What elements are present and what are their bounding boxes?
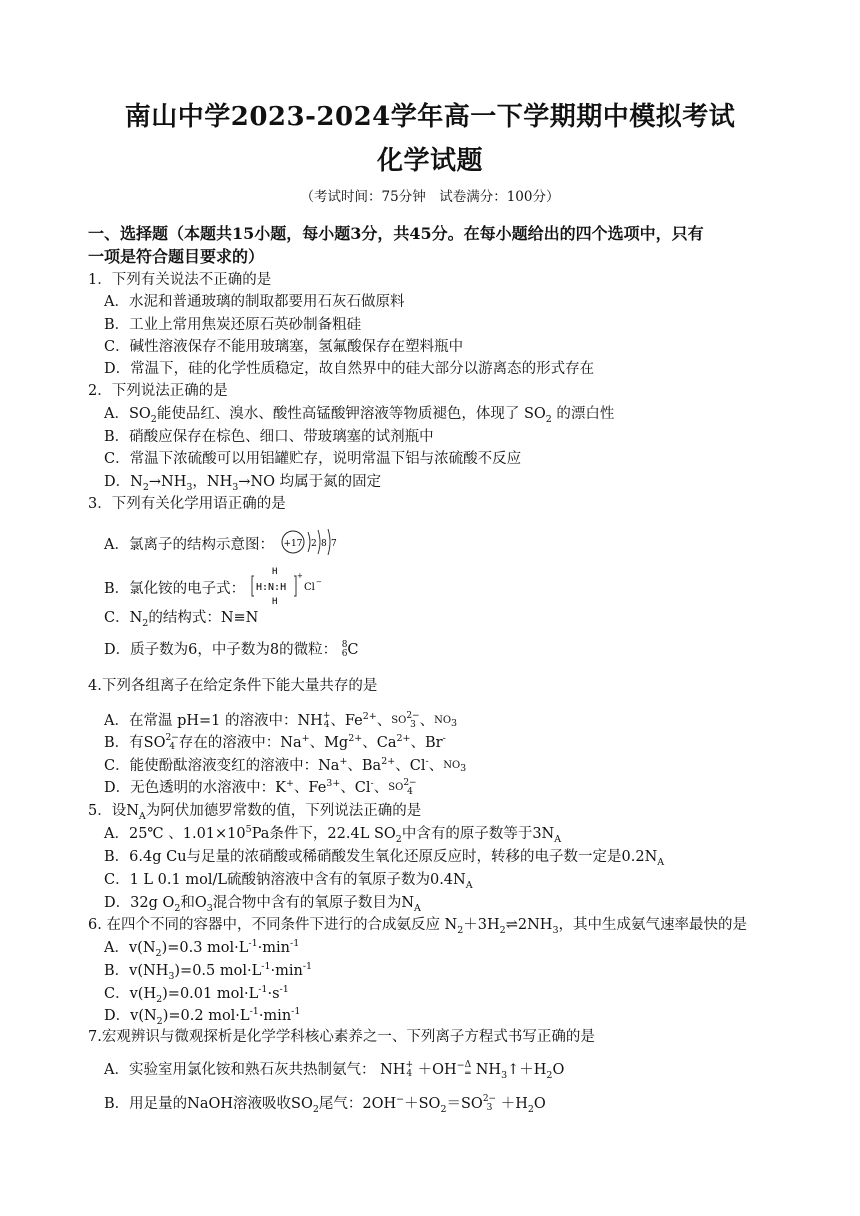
q4-option-c: C．能使酚酞溶液变红的溶液中：Na+、$Ba^{2+}$、Cl-、$NO_3$ [104,756,467,774]
q5-stem: 5．设$N_A$为阿伏加德罗常数的值，下列说法正确的是 [88,803,422,822]
q2-stem: 2．下列说法正确的是 [88,383,228,399]
q1-option-c: C．碱性溶液保存不能用玻璃塞，氢氟酸保存在塑料瓶中 [104,339,464,355]
svg-text:H:N:H: H:N:H [255,582,286,593]
q6-option-a: A．$v(N_2)=0.3$ $mol\cdot L^{-1}\cdot\min^{-1}$ [104,938,300,959]
svg-text:−: − [315,578,322,586]
q5-option-a: A．25℃ 、$1.01\times 10^5Pa$条件下，22.4L $SO_2$中含有的原子数等于$3N_A$ [104,824,562,845]
q6-stem: 6. 在四个不同的容器中，不同条件下进行的合成氨反应 $N_2+3H_2\rightleftharpoons 2NH_3$，其中生成氨气速率最快的是 [88,917,747,936]
svg-text:H: H [271,567,278,577]
q2-option-b: B．硝酸应保存在棕色、细口、带玻璃塞的试剂瓶中 [104,429,434,445]
svg-text:7: 7 [330,539,337,549]
q7-option-a-label: A．实验室用氯化铵和熟石灰共热制氨气： [104,1062,376,1078]
q5-option-d: D．32g $O_2$和$O_3$混合物中含有的氧原子数目为$N_A$ [104,895,421,914]
q1-option-d: D．常温下，硅的化学性质稳定，故自然界中的硅大部分以游离态的形式存在 [104,361,595,377]
q6-option-c: C．$v(H_2)=0.01$ $mol\cdot L^{-1}\cdot s^{-1}$ [104,984,289,1005]
q2-option-c: C．常温下浓硫酸可以用铝罐贮存，说明常温下铝与浓硫酸不反应 [104,451,522,467]
q5-stem-b: 为阿伏加德罗常数的值，下列说法正确的是 [145,803,422,819]
section-heading-line2: 一项是符合题目要求的） [88,247,265,266]
q6-option-d: D．$v(N_2)=0.2$ $mol\cdot L^{-1}\cdot\min^{-1}$ [104,1006,301,1027]
q2-option-a: A．$SO_2$能使品红、溴水、酸性高锰酸钾溶液等物质褪色，体现了 $SO_2$ 的漂白性 [104,406,615,425]
q4-option-b: B．有SO2− 4 存在的溶液中：Na+、$Mg^{2+}$、$Ca^{2+}$、Br- [104,733,446,752]
svg-text:Cl: Cl [303,582,315,593]
q2-option-d: D．$N_2\to NH_3$，$NH_3\to NO$ 均属于氮的固定 [104,474,382,493]
q3-option-c-label: C．N [104,610,143,626]
q3-option-b-label: B．氯化铵的电子式： [104,581,246,597]
q5-stem-a: 5．设N [88,803,139,819]
q3-stem: 3．下列有关化学用语正确的是 [88,496,286,512]
q5-option-c: C．1 L 0.1 mol/L硫酸钠溶液中含有的氧原子数为$0.4N_A$ [104,872,473,891]
chloride-ion-structure-diagram [279,527,343,563]
q3-option-a-label: A．氯离子的结构示意图： [104,537,274,553]
q1-option-b: B．工业上常用焦炭还原石英砂制备粗硅 [104,317,362,333]
svg-text:2: 2 [310,539,317,549]
q4-stem: 4.下列各组离子在给定条件下能大量共存的是 [88,678,378,694]
q4-option-a: A．在常温 pH=1 的溶液中：NH+ 4、$Fe^{2+}$、SO2− 3 、$NO_3$ [104,710,458,730]
q5-option-b-text: B．6.4g Cu与足量的浓硝酸或稀硝酸发生氧化还原反应时，转移的电子数一定是0.2N [104,849,658,865]
q5-option-b: B．6.4g Cu与足量的浓硝酸或稀硝酸发生氧化还原反应时，转移的电子数一定是$0.2N_A$ [104,849,665,868]
q7-option-a: A．实验室用氯化铵和熟石灰共热制氨气： NH+ 4 ＋OH−Δ ═ $NH_3↑+H_2O$ [104,1060,565,1081]
q7-option-b: B．用足量的NaOH溶液吸收$SO_2$尾气：$2OH^-+SO_2=SO2-$ $3 +H_2O$ [104,1094,546,1115]
q3-option-b [104,566,328,612]
q3-option-c-rest: 的结构式：N≡N [148,610,259,626]
q3-option-d-label: D．质子数为6，中子数为8的微粒： [104,642,338,658]
q6-stem-a: 6. 在四个不同的容器中，不同条件下进行的合成氨反应 N [88,917,458,933]
q7-option-b-label: B．用足量的NaOH溶液吸收SO [104,1096,313,1112]
q3-option-c: C．$N_2$的结构式：N≡N [104,610,259,629]
svg-text:+17: +17 [283,539,303,549]
q6-option-b: B．$v(NH_3)=0.5$ $mol\cdot L^{-1}\cdot\min^{-1}$ [104,961,313,982]
svg-text:+: + [296,572,303,580]
ammonium-chloride-electron-formula [250,566,328,612]
section-heading [88,222,778,268]
q1-stem: 1．下列有关说法不正确的是 [88,272,272,288]
section-heading-line1: 一、选择题（本题共15小题，每小题3分，共45分。在每小题给出的四个选项中，只有 [88,224,704,243]
isotope-notation: 8 6 [341,640,348,659]
q7-stem: 7.宏观辨识与微观探析是化学学科核心素养之一、下列离子方程式书写正确的是 [88,1029,595,1045]
svg-text:H: H [271,597,278,606]
q1-option-a: A．水泥和普通玻璃的制取都要用石灰石做原料 [104,294,405,310]
q4-option-d: D．无色透明的水溶液中：K+、$Fe^{3+}$、Cl-、SO2− 4 [104,777,417,797]
q6-stem-b: ，其中生成氨气速率最快的是 [558,917,747,933]
exam-title: 南山中学2023-2024学年高一下学期期中模拟考试 [124,102,736,132]
exam-info: （考试时间：75分钟 试卷满分：100分） [300,189,560,205]
q3-option-a [104,527,343,563]
q3-option-d: D．质子数为6，中子数为8的微粒： 8 6C [104,640,359,659]
subject-title: 化学试题 [376,146,483,176]
svg-text:8: 8 [320,539,327,549]
